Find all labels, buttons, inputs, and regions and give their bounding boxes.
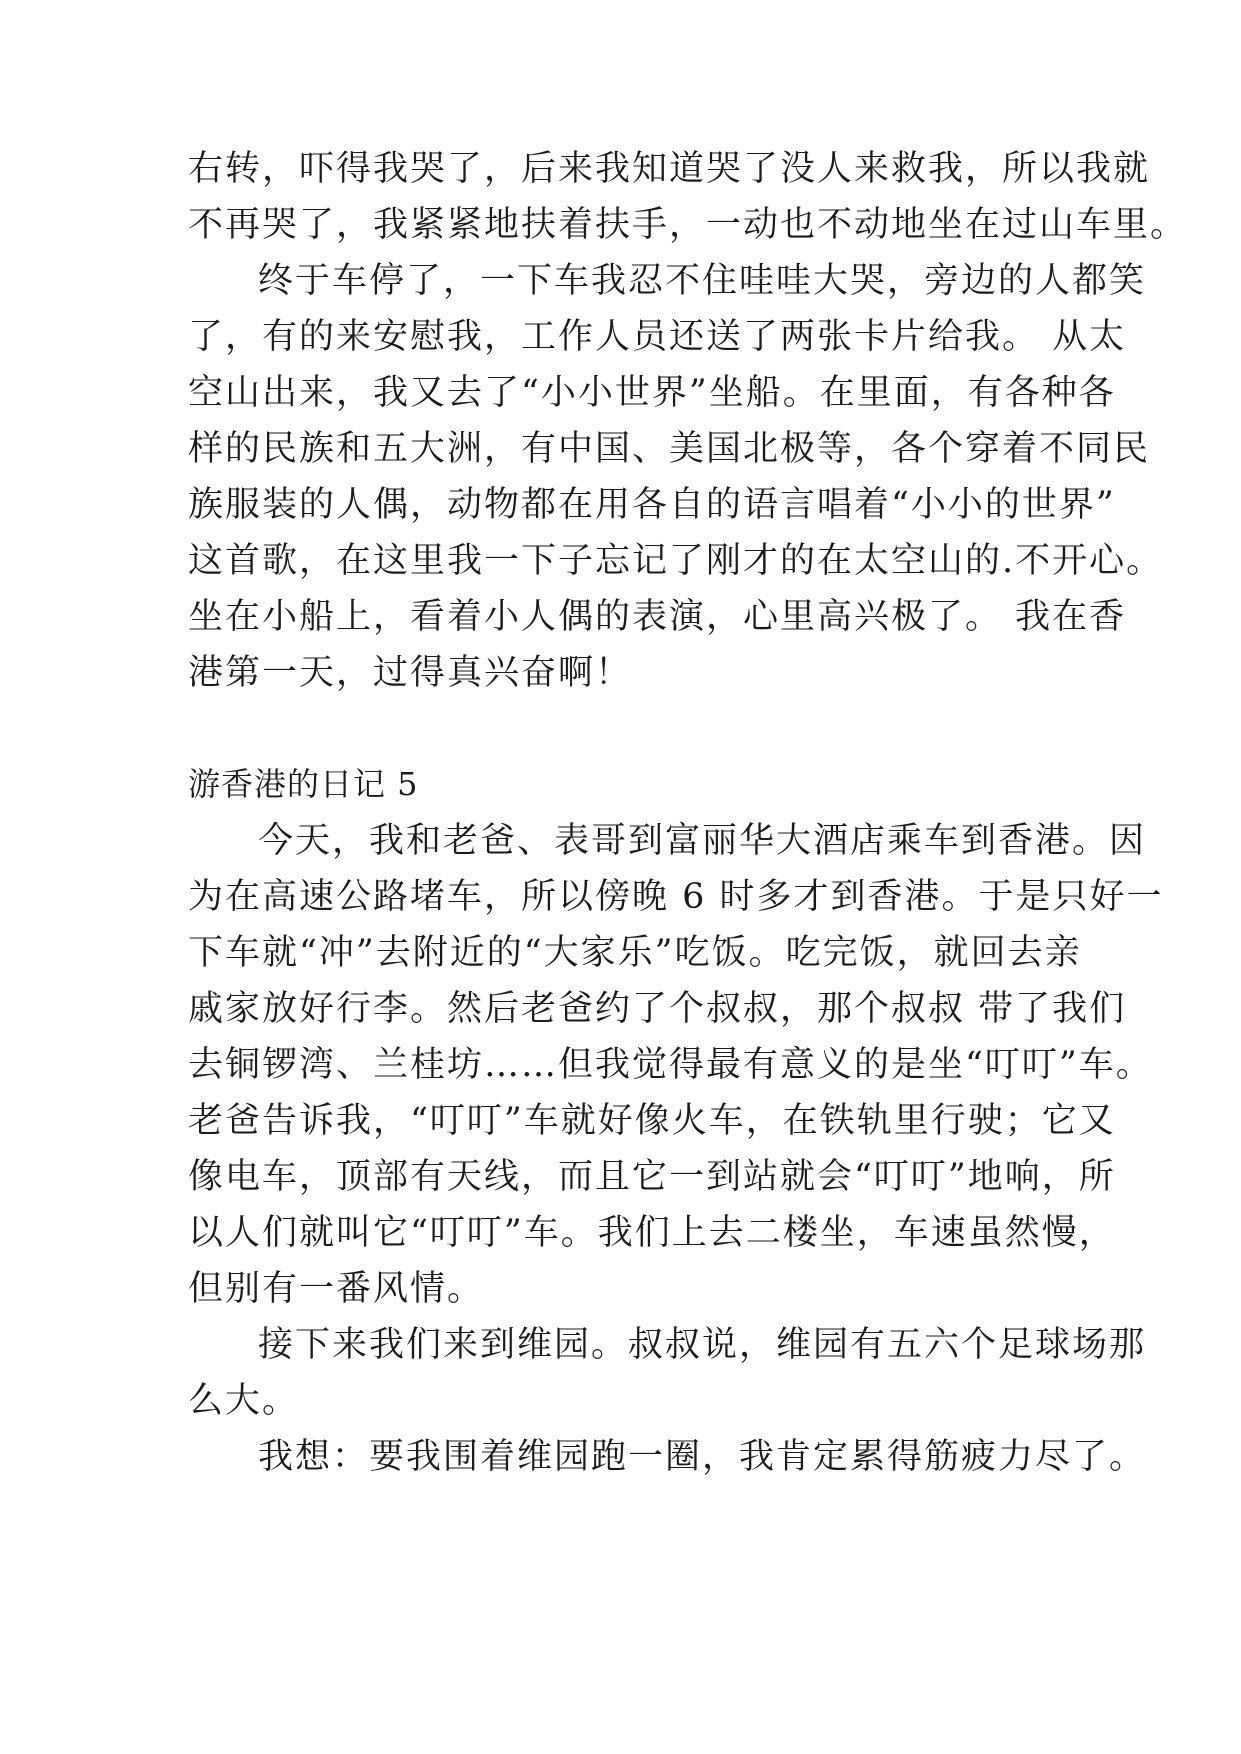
paragraph-line: 坐在小船上，看着小人偶的表演，心里高兴极了。 我在香 — [188, 597, 1127, 637]
paragraph-line: 了，有的来安慰我，工作人员还送了两张卡片给我。 从太 — [188, 317, 1127, 357]
paragraph-line: 族服装的人偶，动物都在用各自的语言唱着“小小的世界” — [188, 485, 1116, 525]
paragraph-line: 但别有一番风情。 — [188, 1269, 485, 1309]
paragraph-line: 以人们就叫它“叮叮”车。我们上去二楼坐，车速虽然慢， — [188, 1213, 1116, 1253]
paragraph-line: 终于车停了，一下车我忍不住哇哇大哭，旁边的人都笑 — [258, 261, 1147, 301]
paragraph-line: 空山出来，我又去了“小小世界”坐船。在里面，有各种各 — [188, 373, 1116, 413]
paragraph-line: 不再哭了，我紧紧地扶着扶手，一动也不动地坐在过山车里。 — [188, 205, 1188, 245]
paragraph-line: 戚家放好行李。然后老爸约了个叔叔，那个叔叔 带了我们 — [188, 989, 1127, 1029]
paragraph-line: 接下来我们来到维园。叔叔说，维园有五六个足球场那 — [258, 1325, 1147, 1365]
paragraph-line: 下车就“冲”去附近的“大家乐”吃饭。吃完饭，就回去亲 — [188, 933, 1082, 973]
paragraph-line: 么大。 — [188, 1381, 300, 1421]
paragraph-line: 像电车，顶部有天线，而且它一到站就会“叮叮”地响，所 — [188, 1157, 1116, 1197]
section-title: 游香港的日记 5 — [188, 765, 419, 803]
paragraph-line: 老爸告诉我，“叮叮”车就好像火车，在铁轨里行驶；它又 — [188, 1101, 1116, 1141]
paragraph-line: 这首歌，在这里我一下子忘记了刚才的在太空山的.不开心。 — [188, 541, 1164, 581]
paragraph-line: 为在高速公路堵车，所以傍晚 6 时多才到香港。于是只好一 — [188, 877, 1164, 917]
paragraph-line: 我想：要我围着维园跑一圈，我肯定累得筋疲力尽了。 — [258, 1437, 1147, 1477]
paragraph-line: 去铜锣湾、兰桂坊……但我觉得最有意义的是坐“叮叮”车。 — [188, 1045, 1153, 1085]
paragraph-line: 右转，吓得我哭了，后来我知道哭了没人来救我，所以我就 — [188, 149, 1151, 189]
paragraph-line: 港第一天，过得真兴奋啊！ — [188, 653, 633, 693]
paragraph-line: 今天，我和老爸、表哥到富丽华大酒店乘车到香港。因 — [258, 821, 1147, 861]
paragraph-line: 样的民族和五大洲，有中国、美国北极等，各个穿着不同民 — [188, 429, 1151, 469]
